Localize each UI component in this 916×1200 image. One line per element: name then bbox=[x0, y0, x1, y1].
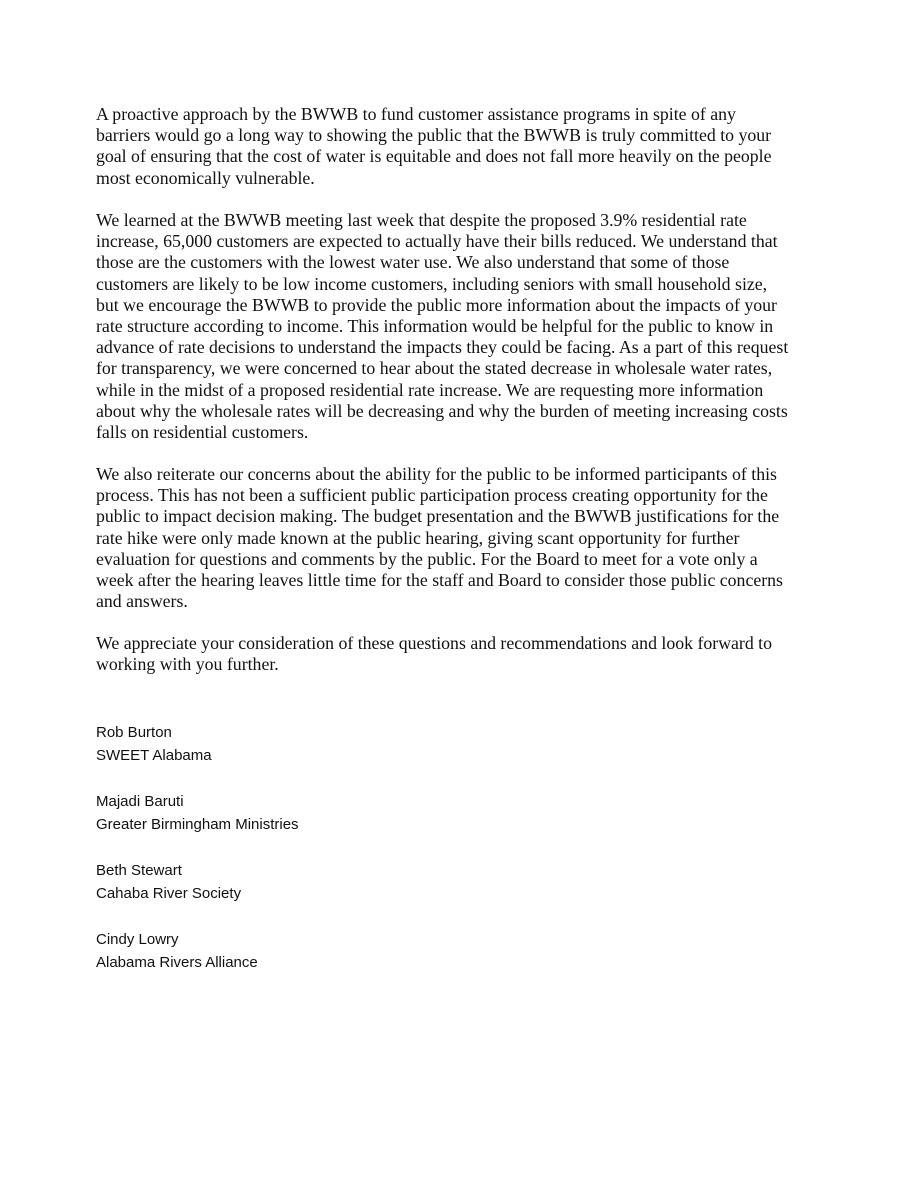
signatory-name: Beth Stewart bbox=[96, 862, 182, 879]
signature-block bbox=[96, 790, 299, 836]
signature-block bbox=[96, 859, 241, 905]
paragraph-closing: We appreciate your consideration of these questions and recommendations and look forward to working with you further. bbox=[96, 633, 773, 675]
signatory-organization: Alabama Rivers Alliance bbox=[96, 954, 258, 971]
signatory-organization: Greater Birmingham Ministries bbox=[96, 816, 299, 833]
signatory-name: Majadi Baruti bbox=[96, 793, 184, 810]
signatory-name: Cindy Lowry bbox=[96, 931, 179, 948]
paragraph-public-participation: We also reiterate our concerns about the ability for the public to be informed participants of this process. This has not been a sufficient public participation process creating opportunity for the public to impact decision making. The budget presentation and the BWWB justifications for the rate hike were only made known at the public hearing, giving scant opportunity for further evaluation for questions and comments by the public. For the Board to meet for a vote only a week after the hearing leaves little time for the staff and Board to consider those public concerns and answers. bbox=[96, 464, 783, 612]
signatory-name: Rob Burton bbox=[96, 724, 172, 741]
signature-block bbox=[96, 721, 212, 767]
signature-block bbox=[96, 928, 258, 974]
paragraph-customer-assistance: A proactive approach by the BWWB to fund customer assistance programs in spite of any barriers would go a long way to showing the public that the BWWB is truly committed to your goal of ensuring that the cost of water is equitable and does not fall more heavily on the people most economically vulnerable. bbox=[96, 104, 772, 188]
signatory-organization: Cahaba River Society bbox=[96, 885, 242, 902]
paragraph-rate-increase: We learned at the BWWB meeting last week that despite the proposed 3.9% residential rate increase, 65,000 customers are expected to actually have their bills reduced. We understand that those are the customers with the lowest water use. We also understand that some of those customers are likely to be low income customers, including seniors with small household size, but we encourage the BWWB to provide the public more information about the impacts of your rate structure according to income. This information would be helpful for the public to know in advance of rate decisions to understand the impacts they could be facing. As a part of this request for transparency, we were concerned to hear about the stated decrease in wholesale water rates, while in the midst of a proposed residential rate increase. We are requesting more information about why the wholesale rates will be decreasing and why the burden of meeting increasing costs falls on residential customers. bbox=[96, 210, 789, 443]
signatory-organization: SWEET Alabama bbox=[96, 747, 212, 764]
